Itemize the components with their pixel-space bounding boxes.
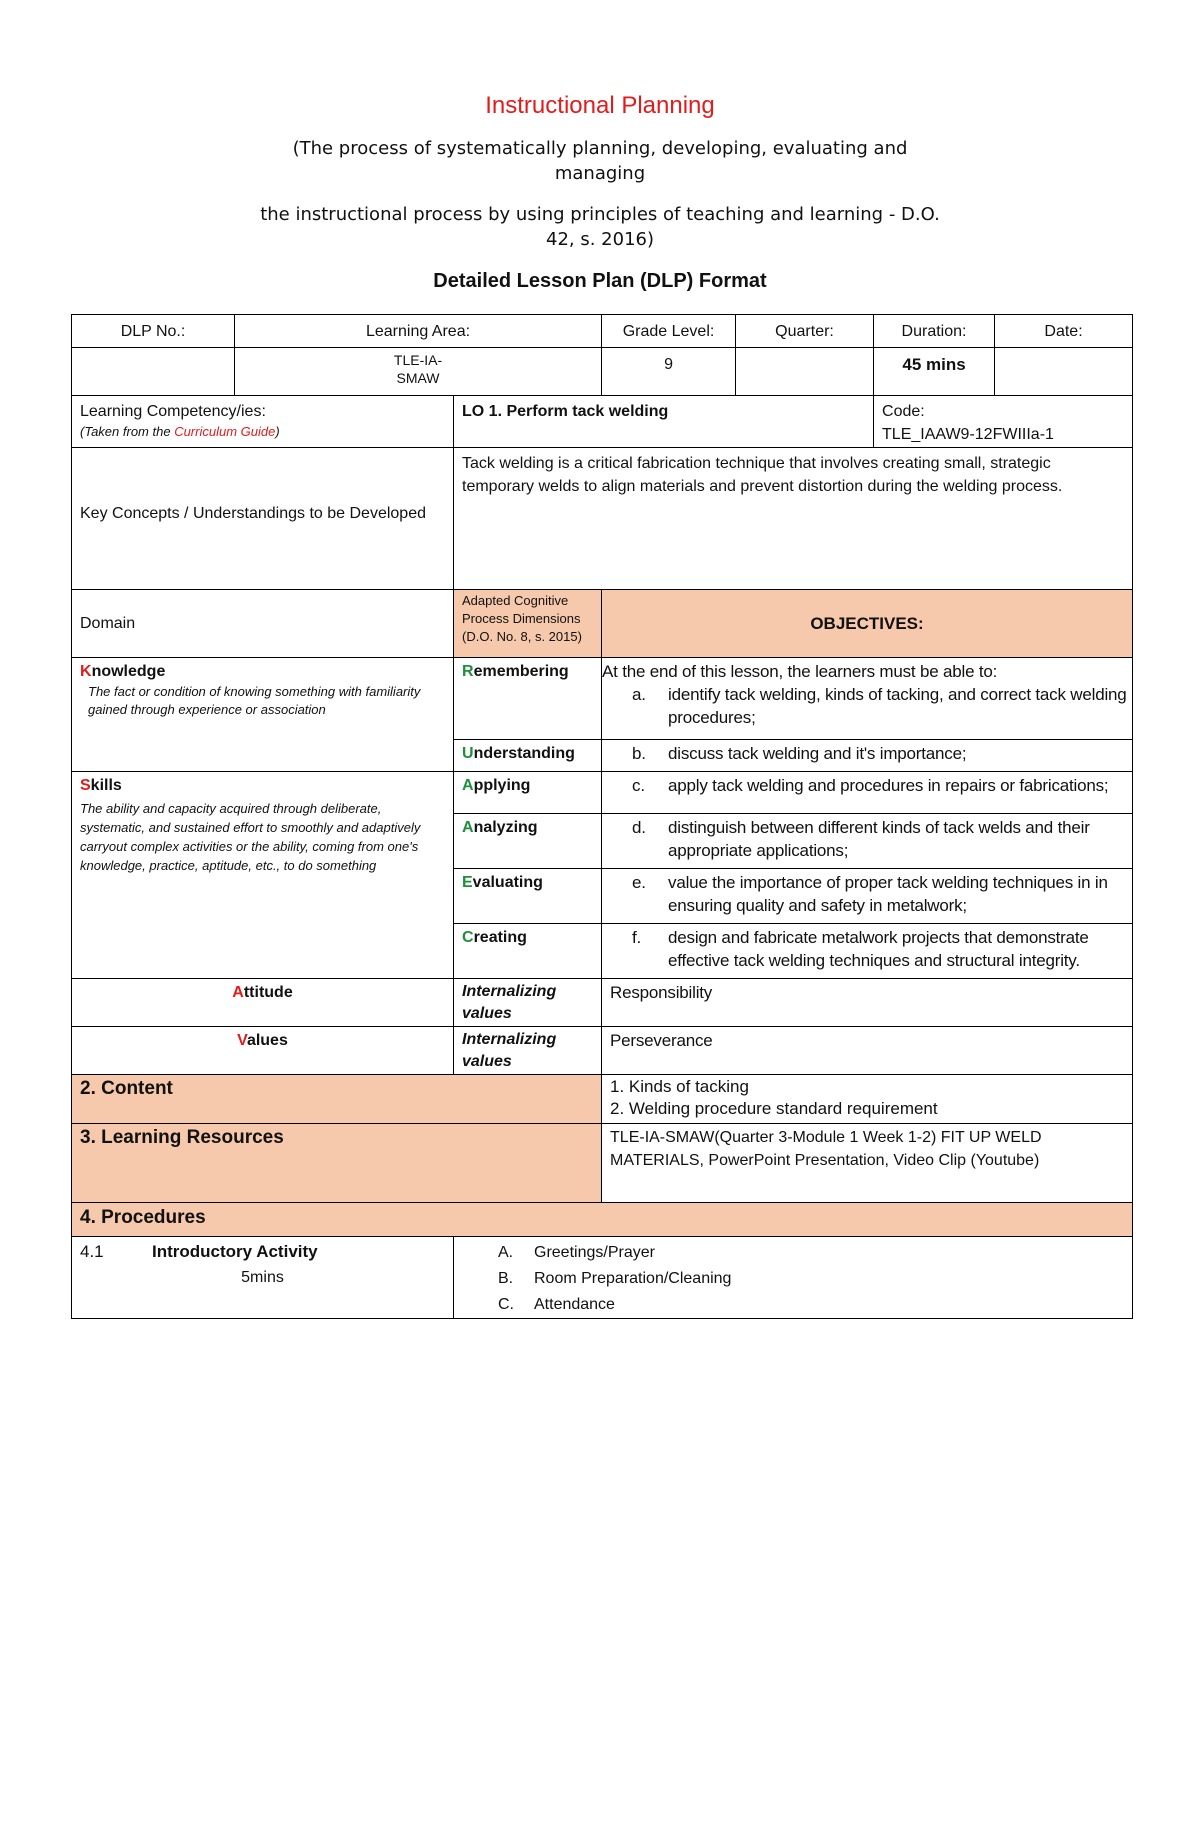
subtitle-line: (The process of systematically planning, developing, evaluating and bbox=[292, 138, 908, 159]
dimensions-line: Process Dimensions bbox=[462, 611, 581, 626]
key-concepts-row bbox=[72, 448, 1133, 590]
introductory-activity-row bbox=[72, 1237, 1133, 1319]
competency-note-suffix: ) bbox=[275, 424, 280, 439]
knowledge-initial: K bbox=[80, 663, 92, 680]
introductory-activity-steps bbox=[454, 1237, 1133, 1319]
curriculum-guide-note: Curriculum Guide bbox=[174, 424, 276, 439]
knowledge-rest: nowledge bbox=[91, 663, 166, 680]
values-level: Internalizing values bbox=[454, 1027, 602, 1075]
values-row bbox=[72, 1027, 1133, 1075]
evaluating-label bbox=[454, 869, 602, 924]
objective-item: f. design and fabricate metalwork projects that demonstrate effective tack welding techniques and structural integrity. bbox=[632, 928, 1089, 970]
knowledge-cell bbox=[72, 658, 454, 772]
key-concepts-label: Key Concepts / Understandings to be Developed bbox=[72, 448, 454, 590]
objectives-intro: At the end of this lesson, the learners must be able to: bbox=[602, 662, 998, 681]
objectives-header: OBJECTIVES: bbox=[602, 590, 1133, 658]
competency-value: LO 1. Perform tack welding bbox=[454, 396, 874, 448]
date-value bbox=[995, 348, 1133, 396]
resources-text: TLE-IA-SMAW(Quarter 3-Module 1 Week 1-2) FIT UP WELD MATERIALS, PowerPoint Presentation, Video Clip (Youtube) bbox=[602, 1124, 1133, 1203]
values-initial: V bbox=[237, 1032, 247, 1049]
applying-rest: pplying bbox=[473, 777, 531, 794]
remembering-rest: emembering bbox=[473, 663, 569, 680]
subtitle-definition bbox=[240, 136, 960, 186]
evaluating-objectives bbox=[602, 869, 1133, 924]
evaluating-initial: E bbox=[462, 874, 473, 891]
duration-label: Duration: bbox=[874, 315, 995, 348]
quarter-label: Quarter: bbox=[736, 315, 874, 348]
objective-item: c. apply tack welding and procedures in repairs or fabrications; bbox=[632, 776, 1109, 795]
subtitle-line: managing bbox=[554, 163, 646, 184]
values-rest: alues bbox=[246, 1032, 288, 1049]
attitude-level: Internalizing values bbox=[454, 979, 602, 1027]
cognitive-dimensions-header bbox=[454, 590, 602, 658]
remembering-objectives bbox=[602, 658, 1133, 740]
attitude-initial: A bbox=[232, 984, 244, 1001]
values-label bbox=[72, 1027, 454, 1075]
attitude-value: Responsibility bbox=[602, 979, 1133, 1027]
dlp-no-value bbox=[72, 348, 235, 396]
skills-label bbox=[80, 774, 445, 797]
page-title: Instructional Planning bbox=[485, 92, 715, 119]
introductory-activity-cell bbox=[72, 1237, 454, 1319]
evaluating-rest: valuating bbox=[472, 874, 543, 891]
procedures-header-row bbox=[72, 1203, 1133, 1237]
domain-header-row bbox=[72, 590, 1133, 658]
creating-rest: reating bbox=[473, 929, 527, 946]
code-value: TLE_IAAW9-12FWIIIa-1 bbox=[882, 426, 1054, 443]
remembering-initial: R bbox=[462, 663, 474, 680]
remembering-label bbox=[454, 658, 602, 740]
knowledge-description: The fact or condition of knowing something with familiarity gained through experience or association bbox=[88, 684, 421, 717]
code-label: Code: bbox=[882, 403, 925, 420]
values-value: Perseverance bbox=[602, 1027, 1133, 1075]
understanding-objectives bbox=[602, 740, 1133, 772]
knowledge-label bbox=[80, 660, 445, 683]
analyzing-rest: nalyzing bbox=[473, 819, 538, 836]
content-row bbox=[72, 1075, 1133, 1124]
dlp-format-title: Detailed Lesson Plan (DLP) Format bbox=[433, 270, 767, 292]
subtitle-line: 42, s. 2016) bbox=[546, 229, 654, 250]
competency-label: Learning Competency/ies: bbox=[80, 403, 266, 420]
code-cell bbox=[874, 396, 1133, 448]
creating-initial: C bbox=[462, 929, 474, 946]
subtitle-reference bbox=[240, 202, 960, 252]
skills-cell bbox=[72, 772, 454, 979]
creating-label bbox=[454, 924, 602, 979]
skills-rest: kills bbox=[90, 777, 122, 794]
introductory-activity-time: 5mins bbox=[241, 1269, 284, 1286]
resources-row bbox=[72, 1124, 1133, 1203]
objective-item: b. discuss tack welding and it's importance; bbox=[632, 744, 967, 763]
understanding-initial: U bbox=[462, 745, 474, 762]
learning-area-line: TLE-IA- bbox=[393, 352, 443, 368]
duration-value: 45 mins bbox=[874, 348, 995, 396]
competency-row bbox=[72, 396, 1133, 448]
attitude-label bbox=[72, 979, 454, 1027]
resources-label: 3. Learning Resources bbox=[72, 1124, 602, 1203]
remembering-row bbox=[72, 658, 1133, 740]
procedure-step-list bbox=[462, 1240, 1124, 1318]
objective-item: e. value the importance of proper tack welding techniques in in ensuring quality and safety in metalwork; bbox=[632, 873, 1108, 915]
competency-note-prefix: (Taken from the bbox=[80, 424, 175, 439]
understanding-label bbox=[454, 740, 602, 772]
analyzing-objectives bbox=[602, 814, 1133, 869]
analyzing-initial: A bbox=[462, 819, 474, 836]
objective-item: a. identify tack welding, kinds of tacking, and correct tack welding procedures; bbox=[632, 685, 1127, 727]
procedures-label: 4. Procedures bbox=[72, 1203, 1133, 1237]
domain-header: Domain bbox=[72, 590, 454, 658]
content-items bbox=[602, 1075, 1133, 1124]
understanding-rest: nderstanding bbox=[473, 745, 575, 762]
date-label: Date: bbox=[995, 315, 1133, 348]
procedure-step: C. Attendance bbox=[498, 1296, 615, 1313]
lesson-plan-table bbox=[71, 314, 1133, 1319]
introductory-activity-title bbox=[80, 1240, 445, 1264]
grade-level-label: Grade Level: bbox=[602, 315, 736, 348]
content-label: 2. Content bbox=[72, 1075, 602, 1124]
learning-area-label: Learning Area: bbox=[235, 315, 602, 348]
introductory-activity-label: Introductory Activity bbox=[152, 1242, 318, 1261]
competency-note bbox=[80, 423, 445, 441]
learning-area-value bbox=[235, 348, 602, 396]
content-item: 1. Kinds of tacking bbox=[610, 1077, 749, 1096]
attitude-row bbox=[72, 979, 1133, 1027]
key-concepts-text: Tack welding is a critical fabrication technique that involves creating small, strategic temporary welds to align materials and prevent distortion during the welding process. bbox=[454, 448, 1133, 590]
skills-initial: S bbox=[80, 777, 91, 794]
analyzing-label bbox=[454, 814, 602, 869]
competency-label-cell bbox=[72, 396, 454, 448]
skills-description: The ability and capacity acquired through deliberate, systematic, and sustained effort to smoothly and adaptively carryout complex activities or the ability, coming from one's knowledge, practice, aptitude, etc., to do something bbox=[80, 801, 421, 873]
introductory-activity-number: 4.1 bbox=[80, 1242, 104, 1261]
objective-item: d. distinguish between different kinds of tack welds and their appropriate applications; bbox=[632, 818, 1090, 860]
applying-label bbox=[454, 772, 602, 814]
content-item: 2. Welding procedure standard requirement bbox=[610, 1099, 938, 1118]
info-value-row bbox=[72, 348, 1133, 396]
attitude-rest: ttitude bbox=[243, 984, 293, 1001]
grade-level-value: 9 bbox=[602, 348, 736, 396]
learning-area-line: SMAW bbox=[396, 370, 440, 386]
applying-row bbox=[72, 772, 1133, 814]
dlp-no-label: DLP No.: bbox=[72, 315, 235, 348]
quarter-value bbox=[736, 348, 874, 396]
info-label-row bbox=[72, 315, 1133, 348]
dimensions-line: Adapted Cognitive bbox=[462, 593, 569, 608]
procedure-step: A. Greetings/Prayer bbox=[498, 1244, 655, 1261]
applying-objectives bbox=[602, 772, 1133, 814]
applying-initial: A bbox=[462, 777, 474, 794]
creating-objectives bbox=[602, 924, 1133, 979]
procedure-step: B. Room Preparation/Cleaning bbox=[498, 1270, 732, 1287]
subtitle-line: the instructional process by using principles of teaching and learning - D.O. bbox=[260, 204, 940, 225]
dimensions-line: (D.O. No. 8, s. 2015) bbox=[462, 629, 582, 644]
